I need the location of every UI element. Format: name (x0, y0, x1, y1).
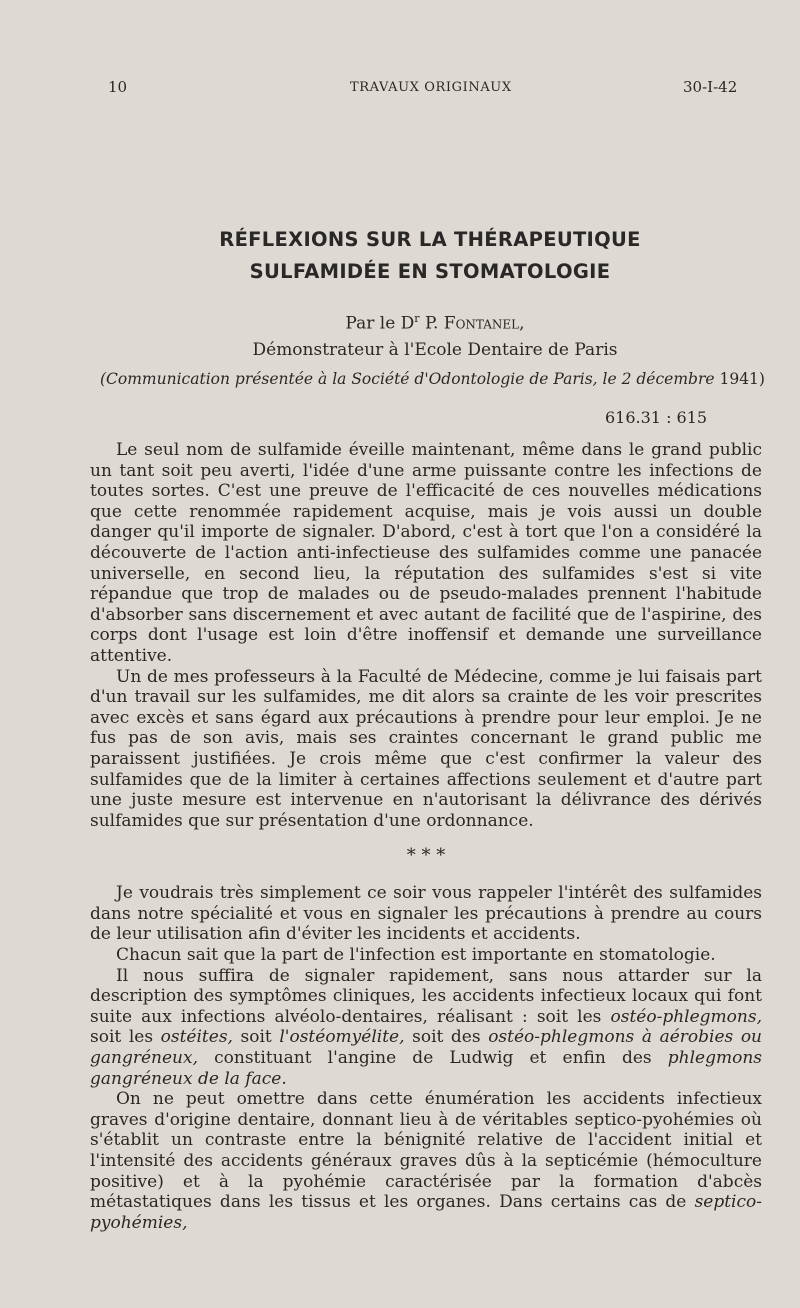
paragraph-2: Un de mes professeurs à la Faculté de Médecine, comme je lui faisais part d'un travail sur les sulfamides, me dit alors sa crainte de les voir prescrites avec excès et sans égard aux précautions à prendre pour leur emploi. Je ne fus pas de son avis, mais ses craintes concernant le grand public me paraissent justifiées. Je crois même que c'est confirmer la valeur des sulfamides que de la limiter à certaines affections seulement et d'autre part une juste mesure est intervenue en n'autorisant la délivrance des dérivés sulfamides que sur présentation d'une ordonnance. (90, 666, 762, 831)
p5-text-c: soit (232, 1027, 280, 1048)
author-name: P. Fontanel, (424, 313, 525, 334)
page-number: 10 (108, 78, 128, 96)
article-body (90, 440, 762, 1233)
title-line-1: RÉFLEXIONS SUR LA THÉRAPEUTIQUE (219, 228, 641, 251)
p5-text-a: Il nous suffira de signaler rapidement, sans nous attarder sur la description des symptômes cliniques, les accidents infectieux locaux qui font suite aux infections alvéolo-dentaires, réalisant : soit les (90, 965, 762, 1027)
section-separator: * * * (406, 845, 446, 867)
author-affiliation: Démonstrateur à l'Ecole Dentaire de Paris (252, 339, 618, 360)
article-title (150, 224, 710, 288)
paragraph-3: Je voudrais très simplement ce soir vous rappeler l'intérêt des sulfamides dans notre spécialité et vous en signaler les précautions à prendre au cours de leur utilisation afin d'éviter les incidents et accidents. (90, 883, 762, 945)
communication-note (100, 370, 790, 388)
paragraph-4: Chacun sait que la part de l'infection est importante en stomatologie. (116, 945, 716, 966)
p5-italic-2: ostéites, (160, 1027, 233, 1048)
p5-text-b: soit les (90, 1027, 161, 1048)
author-prefix: Par le D (345, 313, 415, 334)
communication-text: (Communication présentée à la Société d'Odontologie de Paris, le 2 décembre (100, 370, 720, 388)
p5-italic-4: ostéo-phlegmons à aérobies ou gangréneux, (90, 1027, 763, 1069)
classification-code: 616.31 : 615 (605, 408, 708, 427)
p5-italic-5: phlegmons gangréneux de la face. (90, 1048, 762, 1089)
running-header (0, 78, 800, 102)
p6-italic-1: septico-pyohémies, (90, 1192, 762, 1233)
author-line (90, 306, 780, 337)
p5-text-d: soit des (404, 1027, 489, 1048)
communication-year: 1941) (719, 370, 765, 388)
paragraph-1: Le seul nom de sulfamide éveille maintenant, même dans le grand public un tant soit peu averti, l'idée d'une arme puissante contre les infections de toutes sortes. C'est une preuve de l'efficacité de ces nouvelles médications que cette renommée rapidement acquise, mais je vois aussi un double danger qu'il importe de signaler. D'abord, c'est à tort que l'on a considéré la découverte de l'action anti-infectieuse des sulfamides comme une panacée universelle, en second lieu, la réputation des sulfamides s'est si vite répandue que trop de malades ou de pseudo-malades prennent l'habitude d'absorber sans discernement et avec autant de facilité que de l'aspirine, des corps dont l'usage est loin d'être inoffensif et demande une surveillance attentive. (90, 440, 762, 666)
p6-text-a: On ne peut omettre dans cette énumération les accidents infectieux graves d'origine dentaire, donnant lieu à de véritables septico-pyohémies où s'établit un contraste entre la bénignité relative de l'accident initial et l'intensité des accidents généraux graves dûs à la septicémie (hémoculture positive) et à la pyohémie caractérisée par la formation d'abcès métastatiques dans les tissus et les organes. Dans certains cas de (90, 1089, 762, 1213)
paragraph-5 (90, 966, 762, 1090)
author-title-sup: r (414, 312, 420, 325)
p5-text-e: constituant l'angine de Ludwig et enfin des (198, 1048, 668, 1069)
p5-italic-1: ostéo-phlegmons, (610, 1006, 762, 1027)
title-line-2: SULFAMIDÉE EN STOMATOLOGIE (249, 260, 611, 283)
running-title: TRAVAUX ORIGINAUX (350, 80, 512, 95)
issue-date: 30-I-42 (683, 78, 738, 96)
p5-italic-3: l'ostéomyélite, (279, 1027, 405, 1048)
paragraph-6 (90, 1089, 762, 1233)
author-block (90, 306, 780, 363)
